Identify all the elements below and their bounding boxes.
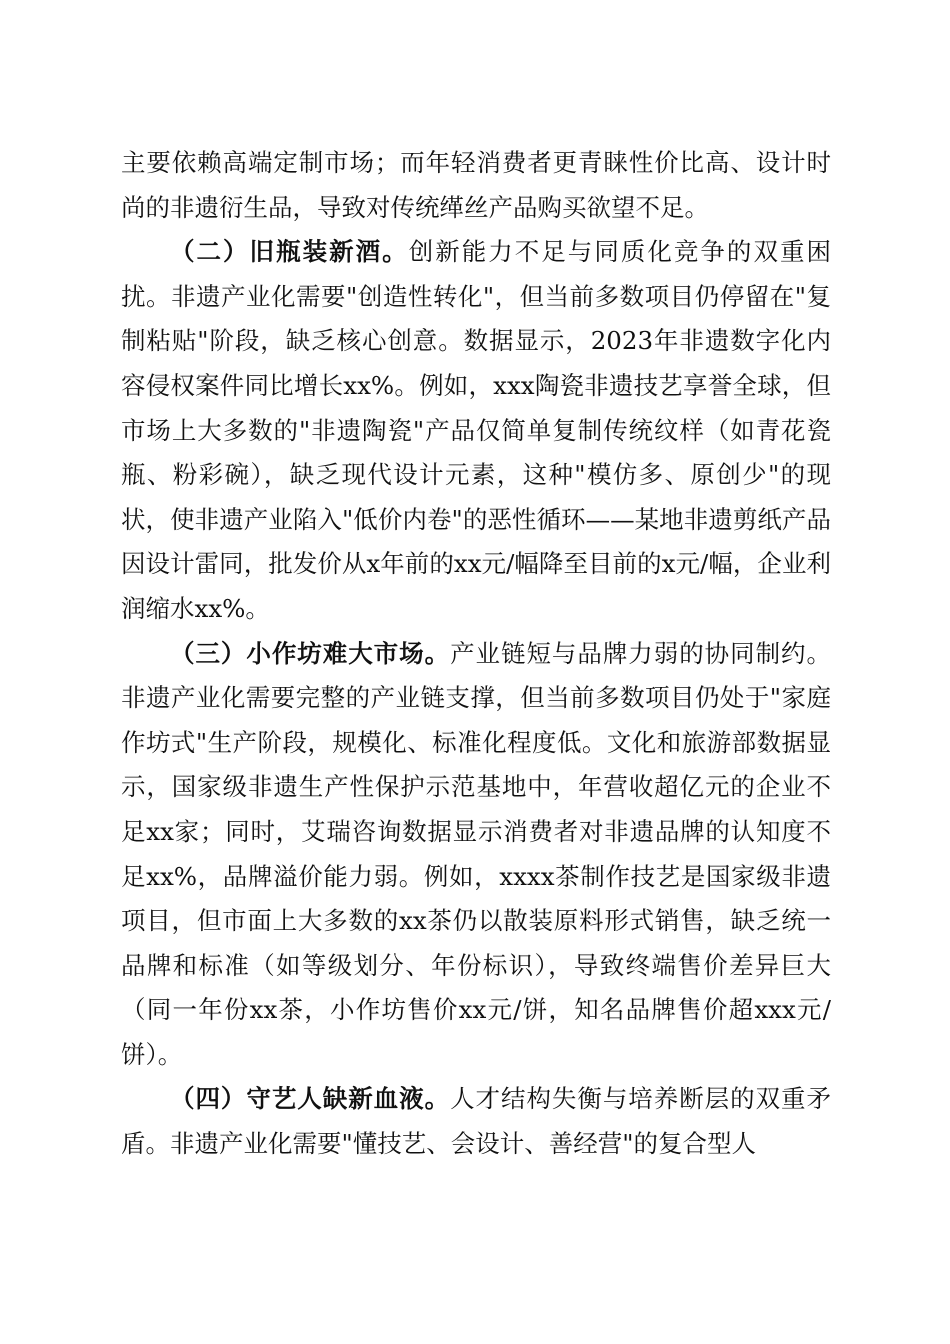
section-heading: （二）旧瓶装新酒。 (170, 237, 409, 267)
paragraph-body: 主要依赖高端定制市场；而年轻消费者更青睐性价比高、设计时尚的非遗衍生品，导致对传统缂丝产品购买欲望不足。 (121, 148, 831, 222)
section-heading: （三）小作坊难大市场。 (170, 638, 451, 668)
paragraph-section-4 (121, 1077, 831, 1166)
paragraph-body: 创新能力不足与同质化竞争的双重困扰。非遗产业化需要"创造性转化"，但当前多数项目仍停留在"复制粘贴"阶段，缺乏核心创意。数据显示，2023年非遗数字化内容侵权案件同比增长xx%。例如，xxx陶瓷非遗技艺享誉全球，但市场上大多数的"非遗陶瓷"产品仅简单复制传统纹样（如青花瓷瓶、粉彩碗），缺乏现代设计元素，这种"模仿多、原创少"的现状，使非遗产业陷入"低价内卷"的恶性循环——某地非遗剪纸产品因设计雷同，批发价从x年前的xx元/幅降至目前的x元/幅，企业利润缩水xx%。 (121, 237, 831, 623)
paragraph-section-2 (121, 230, 831, 631)
paragraph-body: 人才结构失衡与培养断层的双重矛盾。非遗产业化需要"懂技艺、会设计、善经营"的复合型人 (121, 1084, 832, 1159)
paragraph-continuation (121, 141, 831, 230)
paragraph-section-3 (121, 632, 831, 1078)
document-body (121, 141, 831, 1167)
section-heading: （四）守艺人缺新血液。 (170, 1084, 451, 1114)
paragraph-body: 产业链短与品牌力弱的协同制约。非遗产业化需要完整的产业链支撑，但当前多数项目仍处于"家庭作坊式"生产阶段，规模化、标准化程度低。文化和旅游部数据显示，国家级非遗生产性保护示范基地中，年营收超亿元的企业不足xx家；同时，艾瑞咨询数据显示消费者对非遗品牌的认知度不足xx%，品牌溢价能力弱。例如，xxxx茶制作技艺是国家级非遗项目，但市面上大多数的xx茶仍以散装原料形式销售，缺乏统一品牌和标准（如等级划分、年份标识），导致终端售价差异巨大（同一年份xx茶，小作坊售价xx元/饼，知名品牌售价超xxx元/饼）。 (121, 638, 832, 1069)
